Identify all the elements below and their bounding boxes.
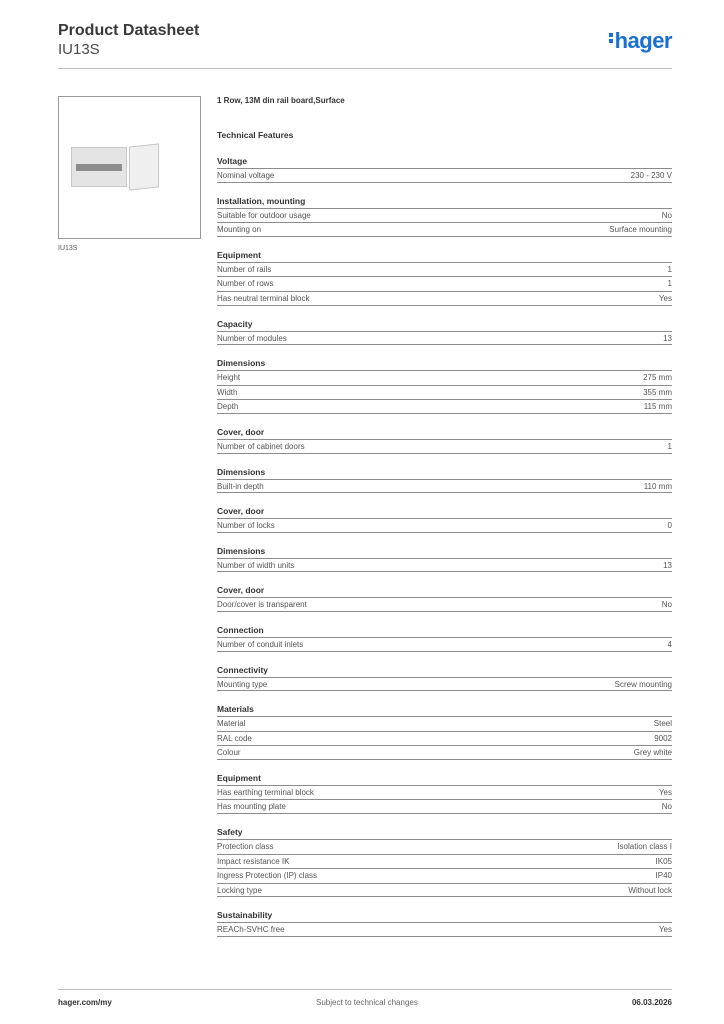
spec-row	[217, 479, 672, 494]
spec-value: Yes	[658, 925, 672, 935]
spec-section	[217, 703, 672, 760]
spec-row	[217, 597, 672, 612]
spec-value: No	[661, 210, 672, 220]
spec-label: Suitable for outdoor usage	[217, 210, 311, 220]
footer-date: 06.03.2026	[631, 998, 672, 1007]
spec-label: Mounting type	[217, 679, 268, 689]
spec-label: REACh-SVHC free	[217, 925, 285, 935]
footer-divider	[58, 989, 672, 990]
spec-row	[217, 799, 672, 814]
spec-rows	[217, 168, 672, 183]
section-title: Cover, door	[217, 506, 265, 517]
hager-logo	[609, 28, 672, 54]
spec-value: 0	[667, 521, 672, 531]
cabinet-illustration	[71, 147, 127, 187]
spec-label: Number of locks	[217, 521, 275, 531]
spec-section	[217, 357, 672, 414]
spec-row	[217, 399, 672, 414]
spec-label: Protection class	[217, 842, 274, 852]
logo-text: hager	[614, 28, 672, 53]
spec-value: Isolation class I	[617, 842, 672, 852]
spec-section	[217, 426, 672, 454]
spec-value: 9002	[654, 733, 672, 743]
spec-rows	[217, 370, 672, 414]
spec-row	[217, 677, 672, 692]
section-title: Cover, door	[217, 585, 265, 596]
spec-label: Number of cabinet doors	[217, 441, 305, 451]
spec-label: Number of rows	[217, 279, 274, 289]
section-title: Safety	[217, 827, 243, 838]
spec-row	[217, 385, 672, 400]
spec-value: 275 mm	[643, 373, 672, 383]
spec-rows	[217, 479, 672, 494]
spec-value: IP40	[655, 871, 672, 881]
spec-section	[217, 772, 672, 814]
spec-section	[217, 909, 672, 937]
section-title: Voltage	[217, 156, 248, 166]
section-title: Equipment	[217, 249, 261, 260]
spec-row	[217, 291, 672, 306]
spec-row	[217, 745, 672, 760]
spec-value: Yes	[658, 787, 672, 797]
spec-label: Has neutral terminal block	[217, 293, 310, 303]
spec-section	[217, 664, 672, 692]
spec-label: Number of conduit inlets	[217, 639, 304, 649]
spec-label: Mounting on	[217, 225, 262, 235]
section-title: Equipment	[217, 772, 261, 783]
spec-row	[217, 558, 672, 573]
section-title: Cover, door	[217, 426, 265, 437]
spec-sections	[217, 155, 672, 937]
footer-notice: Subject to technical changes	[316, 998, 418, 1007]
spec-rows	[217, 558, 672, 573]
spec-row	[217, 839, 672, 854]
spec-rows	[217, 839, 672, 897]
spec-value: Screw mounting	[614, 679, 672, 689]
product-code: IU13S	[58, 41, 100, 58]
technical-features-heading: Technical Features	[217, 130, 294, 140]
spec-row	[217, 439, 672, 454]
page-header	[58, 22, 672, 70]
spec-section	[217, 584, 672, 612]
spec-section	[217, 155, 672, 183]
product-image	[58, 96, 201, 239]
section-title: Dimensions	[217, 466, 266, 477]
product-description: 1 Row, 13M din rail board,Surface	[217, 96, 345, 105]
spec-label: Number of modules	[217, 333, 287, 343]
spec-rows	[217, 331, 672, 346]
spec-label: Has earthing terminal block	[217, 787, 314, 797]
spec-label: Number of width units	[217, 560, 295, 570]
spec-section	[217, 195, 672, 237]
spec-row	[217, 370, 672, 385]
logo-dots-icon	[609, 33, 613, 45]
spec-row	[217, 854, 672, 869]
spec-value: No	[661, 802, 672, 812]
spec-label: Width	[217, 387, 238, 397]
spec-value: Without lock	[628, 885, 672, 895]
spec-rows	[217, 716, 672, 760]
spec-row	[217, 868, 672, 883]
spec-value: No	[661, 600, 672, 610]
section-title: Connection	[217, 624, 264, 635]
spec-value: 13	[663, 560, 672, 570]
spec-value: 1	[667, 264, 672, 274]
spec-rows	[217, 518, 672, 533]
cabinet-door-illustration	[129, 143, 159, 190]
spec-label: Height	[217, 373, 241, 383]
spec-rows	[217, 262, 672, 306]
spec-label: Locking type	[217, 885, 262, 895]
spec-row	[217, 208, 672, 223]
spec-rows	[217, 208, 672, 237]
spec-rows	[217, 637, 672, 652]
spec-label: Door/cover is transparent	[217, 600, 307, 610]
spec-rows	[217, 785, 672, 814]
spec-label: Depth	[217, 402, 239, 412]
spec-rows	[217, 597, 672, 612]
spec-value: 110 mm	[643, 481, 672, 491]
spec-row	[217, 785, 672, 800]
section-title: Sustainability	[217, 910, 273, 921]
spec-section	[217, 545, 672, 573]
spec-section	[217, 318, 672, 346]
spec-row	[217, 637, 672, 652]
footer-website[interactable]: hager.com/my	[58, 998, 112, 1007]
spec-value: 355 mm	[643, 387, 672, 397]
section-title: Installation, mounting	[217, 195, 306, 206]
spec-label: Colour	[217, 748, 241, 758]
header-divider	[58, 68, 672, 69]
spec-row	[217, 276, 672, 291]
spec-row	[217, 716, 672, 731]
spec-row	[217, 222, 672, 237]
spec-content	[217, 96, 672, 937]
spec-value: 230 - 230 V	[630, 171, 672, 180]
spec-section	[217, 249, 672, 306]
spec-label: Nominal voltage	[217, 171, 275, 180]
spec-value: 13	[663, 333, 672, 343]
spec-section	[217, 505, 672, 533]
spec-section	[217, 826, 672, 897]
spec-value: IK05	[655, 856, 672, 866]
page-footer	[58, 998, 672, 1010]
spec-label: Has mounting plate	[217, 802, 286, 812]
section-title: Capacity	[217, 318, 253, 329]
spec-row	[217, 168, 672, 183]
spec-value: 1	[667, 441, 672, 451]
spec-value: 4	[667, 639, 672, 649]
spec-row	[217, 883, 672, 898]
spec-rows	[217, 677, 672, 692]
spec-label: Material	[217, 719, 246, 729]
spec-label: Built-in depth	[217, 481, 264, 491]
spec-value: Grey white	[633, 748, 672, 758]
section-title: Connectivity	[217, 664, 269, 675]
section-title: Dimensions	[217, 545, 266, 556]
spec-rows	[217, 439, 672, 454]
section-title: Materials	[217, 704, 254, 715]
spec-row	[217, 922, 672, 937]
spec-label: Number of rails	[217, 264, 272, 274]
spec-value: Yes	[658, 293, 672, 303]
spec-row	[217, 731, 672, 746]
spec-row	[217, 331, 672, 346]
spec-row	[217, 262, 672, 277]
spec-section	[217, 466, 672, 494]
spec-section	[217, 624, 672, 652]
image-caption: IU13S	[58, 245, 78, 252]
din-rail	[76, 164, 122, 171]
spec-label: Ingress Protection (IP) class	[217, 871, 318, 881]
spec-label: Impact resistance IK	[217, 856, 290, 866]
spec-label: RAL code	[217, 733, 252, 743]
spec-row	[217, 518, 672, 533]
page-title: Product Datasheet	[58, 22, 200, 39]
spec-rows	[217, 922, 672, 937]
spec-value: Steel	[653, 719, 672, 729]
section-title: Dimensions	[217, 358, 266, 369]
spec-value: Surface mounting	[609, 225, 672, 235]
spec-value: 115 mm	[643, 402, 672, 412]
spec-value: 1	[667, 279, 672, 289]
